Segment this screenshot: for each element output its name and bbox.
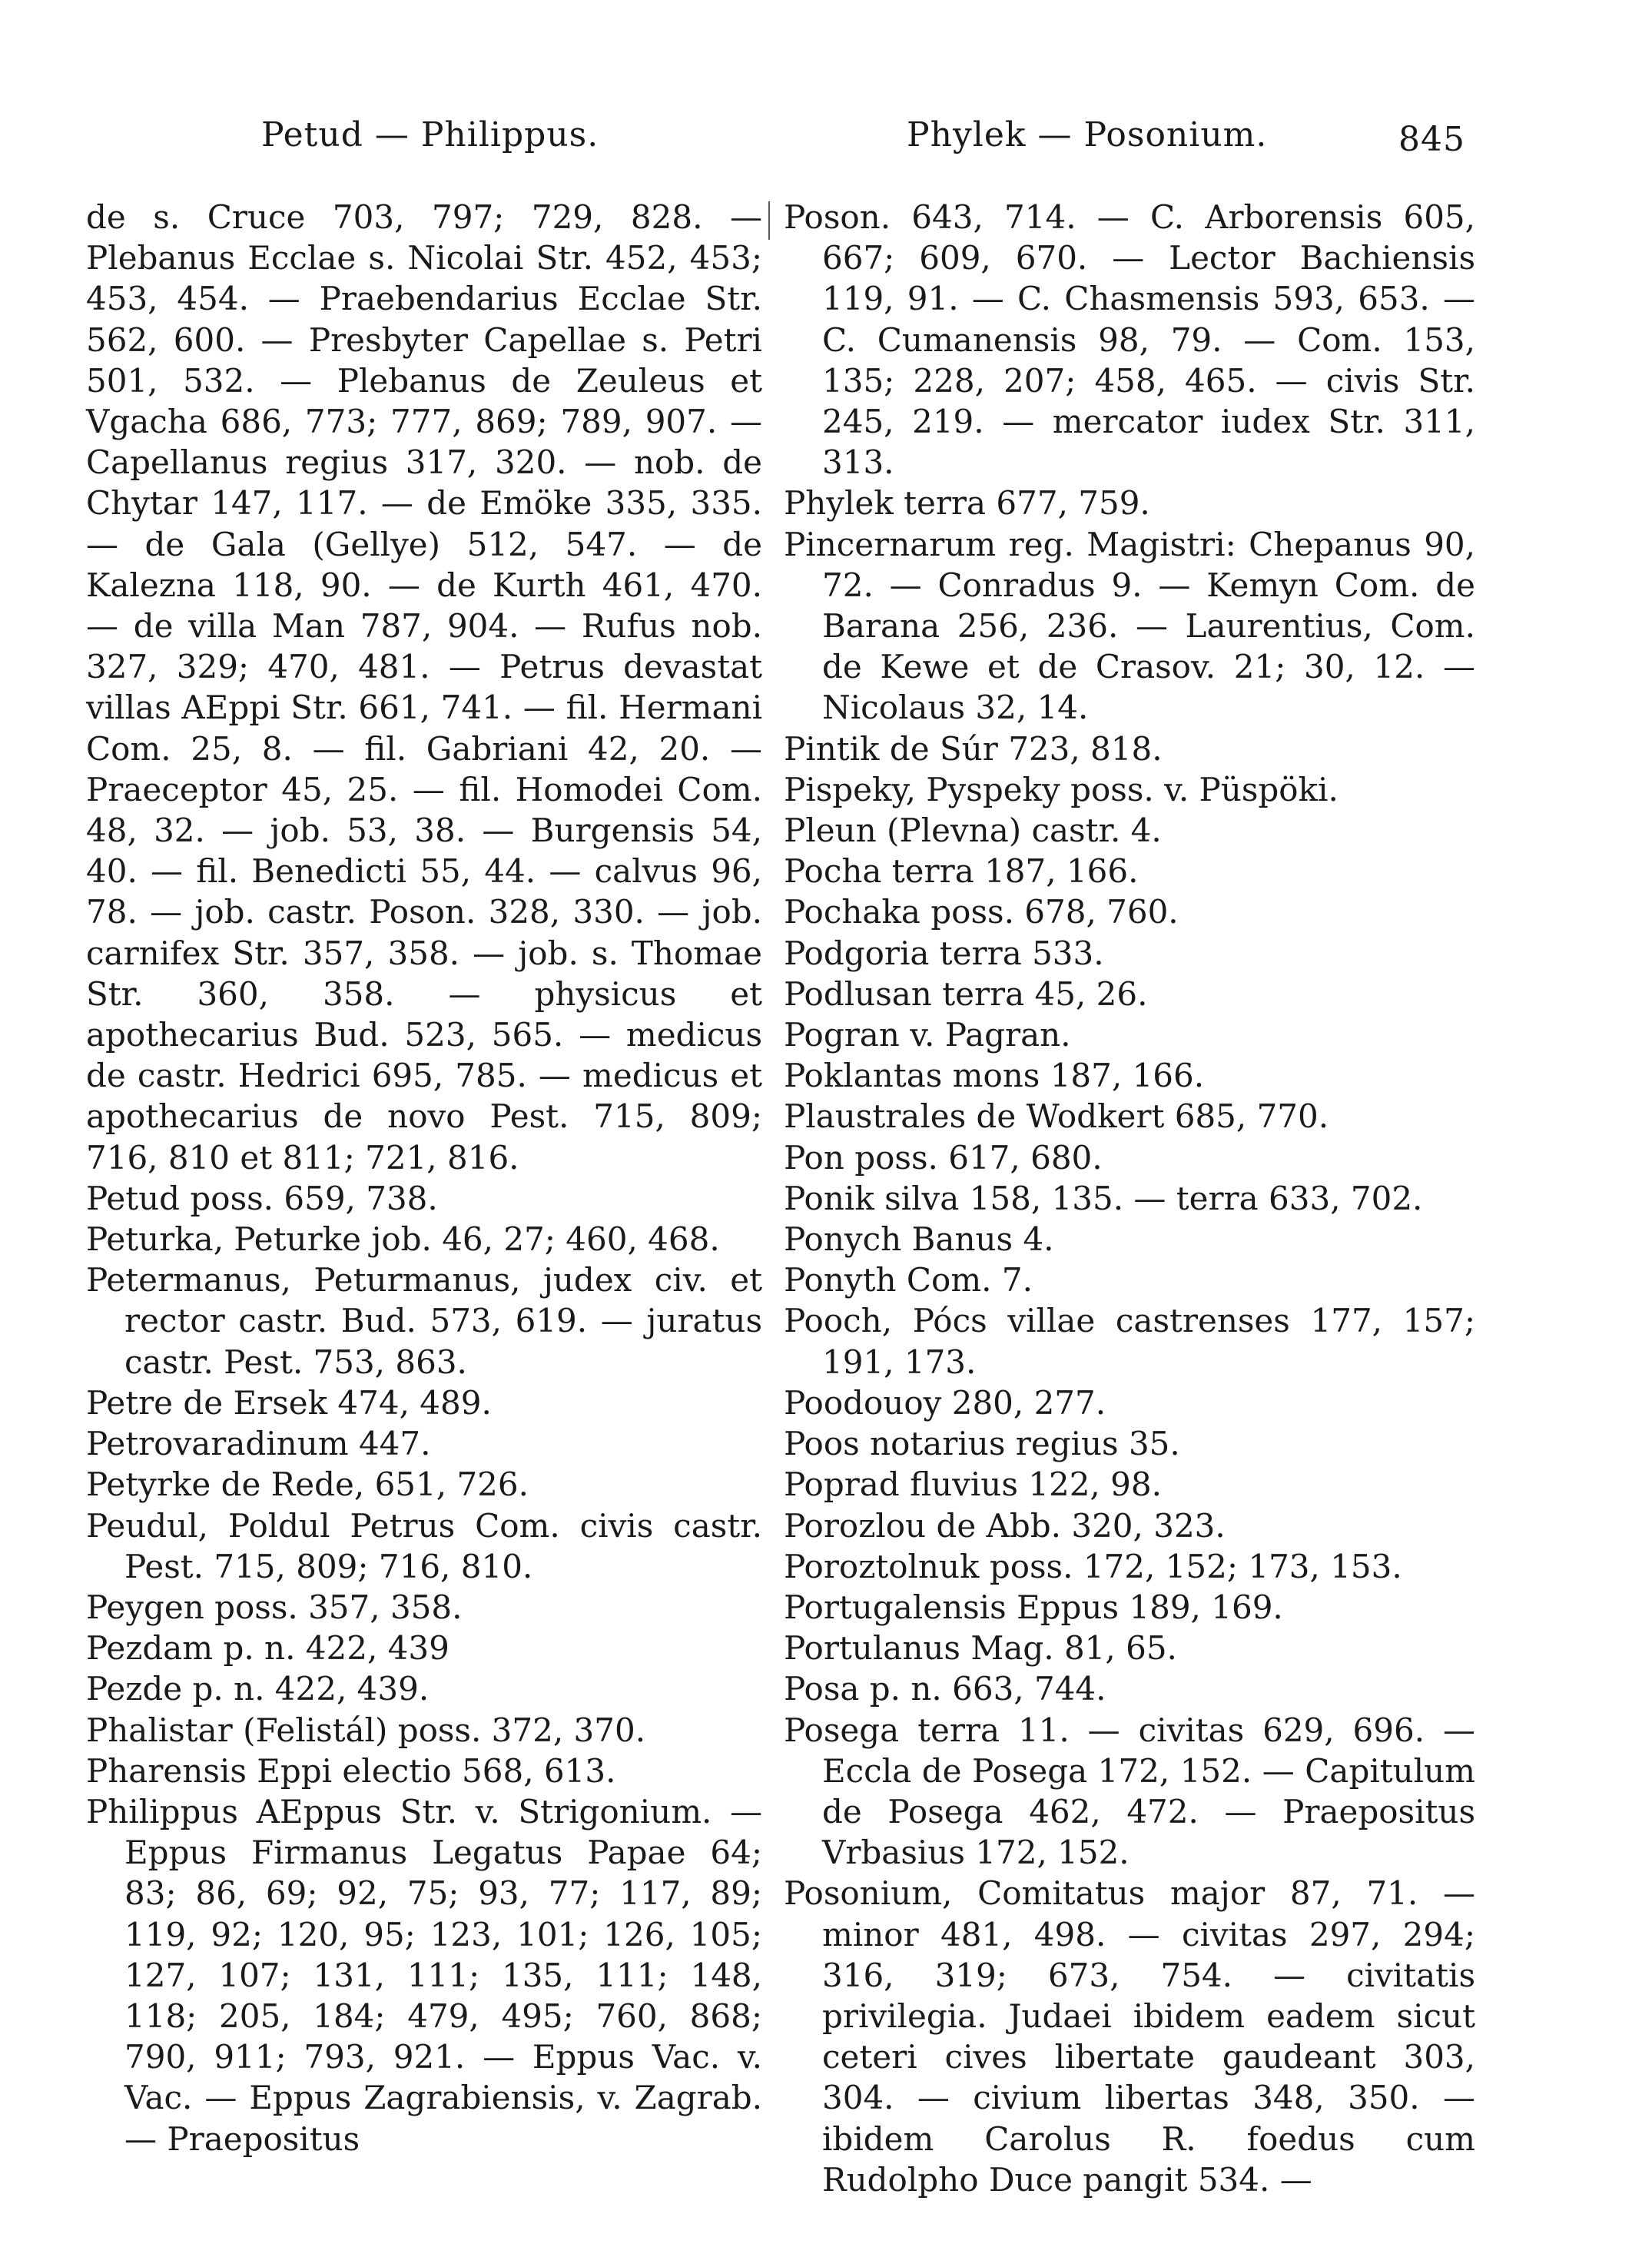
page-number: 845 (1398, 120, 1465, 159)
index-entry: Pintik de Súr 723, 818. (784, 729, 1163, 768)
index-entry: Peygen poss. 357, 358. (86, 1588, 463, 1626)
index-entry: Pocha terra 187, 166. (784, 852, 1139, 891)
index-entry: Portulanus Mag. 81, 65. (784, 1629, 1177, 1668)
index-entry: Petrovaradinum 447. (86, 1425, 431, 1463)
index-entry: Petyrke de Rede, 651, 726. (86, 1465, 529, 1504)
index-entry: Ponyth Com. 7. (784, 1261, 1033, 1299)
index-entry: Plaustrales de Wodkert 685, 770. (784, 1097, 1329, 1136)
right-running-head: Phylek — Posonium. (907, 115, 1268, 154)
index-entry: Poodouoy 280, 277. (784, 1383, 1106, 1422)
index-entry: Pon poss. 617, 680. (784, 1138, 1103, 1177)
page-header (0, 115, 1652, 161)
index-entry: Posonium, Comitatus major 87, 71. — minor 481, 498. — civitas 297, 294; 316, 319; 673, 754. — civitatis privilegia. Judaei ibidem eadem sicut ceteri cives libertate gaudeant 303, 304. — civium libertas 348, 350. — ibidem Carolus R. foedus cum Rudolpho Duce pangit 534. — (784, 1874, 1475, 2199)
index-entry: Poroztolnuk poss. 172, 152; 173, 153. (784, 1547, 1402, 1585)
left-running-head: Petud — Philippus. (261, 115, 599, 154)
left-index-column (86, 197, 762, 2159)
index-entry: Phalistar (Felistál) poss. 372, 370. (86, 1711, 646, 1749)
index-entry: Philippus AEppus Str. v. Strigonium. — Eppus Firmanus Legatus Papae 64; 83; 86, 69; 92, 75; 93, 77; 117, 89; 119, 92; 120, 95; 123, 101; 126, 105; 127, 107; 131, 111; 135, 111; 148, 118; 205, 184; 479, 495; 760, 868; 790, 911; 793, 921. — Eppus Vac. v. Vac. — Eppus Zagrabiensis, v. Zagrab. — Praepositus (86, 1792, 762, 2158)
index-entry: Podgoria terra 533. (784, 934, 1104, 972)
index-entry: Porozlou de Abb. 320, 323. (784, 1506, 1226, 1545)
index-entry: Poklantas mons 187, 166. (784, 1057, 1205, 1095)
index-entry: Pleun (Plevna) castr. 4. (784, 812, 1162, 850)
index-entry: Peturka, Peturke job. 46, 27; 460, 468. (86, 1220, 720, 1259)
index-entry: Pincernarum reg. Magistri: Chepanus 90, 72. — Conradus 9. — Kemyn Com. de Barana 256, 236. — Laurentius, Com. de Kewe et de Crasov. 21; 30, 12. — Nicolaus 32, 14. (784, 525, 1475, 727)
index-entry: Petud poss. 659, 738. (86, 1179, 438, 1217)
index-entry: Pooch, Pócs villae castrenses 177, 157; 191, 173. (784, 1302, 1475, 1381)
index-entry: Pochaka poss. 678, 760. (784, 893, 1179, 931)
index-entry: Ponik silva 158, 135. — terra 633, 702. (784, 1179, 1423, 1217)
index-entry: Peudul, Poldul Petrus Com. civis castr. Pest. 715, 809; 716, 810. (86, 1506, 762, 1585)
index-entry: Poson. 643, 714. — C. Arborensis 605, 667; 609, 670. — Lector Bachiensis 119, 91. — C. Chasmensis 593, 653. — C. Cumanensis 98, 79. — Com. 153, 135; 228, 207; 458, 465. — civis Str. 245, 219. — mercator iudex Str. 311, 313. (784, 198, 1475, 482)
index-entry: de s. Cruce 703, 797; 729, 828. — Plebanus Ecclae s. Nicolai Str. 452, 453; 453, 454. — Praebendarius Ecclae Str. 562, 600. — Presbyter Capellae s. Petri 501, 532. — Plebanus de Zeuleus et Vgacha 686, 773; 777, 869; 789, 907. — Capellanus regius 317, 320. — nob. de Chytar 147, 117. — de Emöke 335, 335. — de Gala (Gellye) 512, 547. — de Kalezna 118, 90. — de Kurth 461, 470. — de villa Man 787, 904. — Rufus nob. 327, 329; 470, 481. — Petrus devastat villas AEppi Str. 661, 741. — fil. Hermani Com. 25, 8. — fil. Gabriani 42, 20. — Praeceptor 45, 25. — fil. Homodei Com. 48, 32. — job. 53, 38. — Burgensis 54, 40. — fil. Benedicti 55, 44. — calvus 96, 78. — job. castr. Poson. 328, 330. — job. carnifex Str. 357, 358. — job. s. Thomae Str. 360, 358. — physicus et apothecarius Bud. 523, 565. — medicus de castr. Hedrici 695, 785. — medicus et apothecarius de novo Pest. 715, 809; 716, 810 et 811; 721, 816. (86, 198, 762, 1177)
index-entry: Pezdam p. n. 422, 439 (86, 1629, 449, 1668)
right-index-column (784, 197, 1475, 2200)
index-entry: Petermanus, Peturmanus, judex civ. et rector castr. Bud. 573, 619. — juratus castr. Pest. 753, 863. (86, 1261, 762, 1381)
index-entry: Poprad fluvius 122, 98. (784, 1465, 1162, 1504)
index-entry: Pispeky, Pyspeky poss. v. Püspöki. (784, 770, 1339, 808)
index-entry: Pezde p. n. 422, 439. (86, 1670, 430, 1708)
index-entry: Ponych Banus 4. (784, 1220, 1054, 1259)
index-entry: Phylek terra 677, 759. (784, 484, 1150, 523)
index-entry: Posa p. n. 663, 744. (784, 1670, 1106, 1708)
index-entry: Posega terra 11. — civitas 629, 696. — Eccla de Posega 172, 152. — Capitulum de Posega 462, 472. — Praepositus Vrbasius 172, 152. (784, 1711, 1475, 1872)
index-entry: Portugalensis Eppus 189, 169. (784, 1588, 1283, 1626)
index-entry: Poos notarius regius 35. (784, 1425, 1180, 1463)
column-divider (768, 201, 770, 240)
index-entry: Podlusan terra 45, 26. (784, 974, 1148, 1013)
index-entry: Petre de Ersek 474, 489. (86, 1383, 492, 1422)
index-entry: Pogran v. Pagran. (784, 1016, 1071, 1054)
index-entry: Pharensis Eppi electio 568, 613. (86, 1751, 616, 1790)
